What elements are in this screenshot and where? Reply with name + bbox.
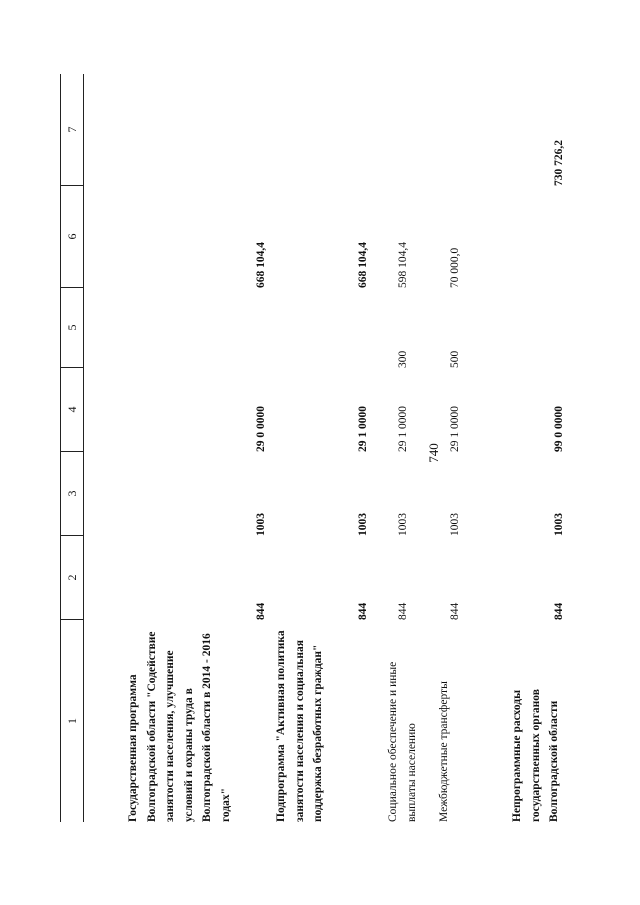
column-header-5: 5 — [60, 288, 84, 368]
column-3 — [60, 452, 590, 536]
row-2-c3: 1003 — [357, 513, 369, 536]
column-2 — [60, 536, 590, 620]
row-3-c5: 300 — [397, 350, 409, 368]
row-4-c6: 70 000,0 — [449, 247, 461, 288]
row-4-c5: 500 — [449, 350, 461, 368]
row-name-2: Подпрограмма "Активная политика занятости населения и социальная поддержка безработных граждан" — [275, 630, 324, 822]
row-3-c6: 598 104,4 — [397, 242, 409, 288]
row-2-c6: 668 104,4 — [357, 242, 369, 288]
column-header-6: 6 — [60, 186, 84, 288]
row-5-c7: 730 726,2 — [553, 140, 565, 186]
column-1 — [60, 620, 590, 822]
row-5-c3: 1003 — [553, 513, 565, 536]
column-header-2: 2 — [60, 536, 84, 620]
row-4-c3: 1003 — [449, 513, 461, 536]
column-6 — [60, 186, 590, 288]
column-header-1: 1 — [60, 620, 84, 822]
row-3-c4: 29 1 0000 — [397, 406, 409, 452]
row-name-4: Межбюджетные трансферты — [438, 681, 450, 822]
budget-table — [60, 70, 590, 822]
row-5-c2: 844 — [553, 602, 565, 620]
column-4 — [60, 368, 590, 452]
row-1-c3: 1003 — [255, 513, 267, 536]
row-1-c6: 668 104,4 — [255, 242, 267, 288]
column-header-7: 7 — [60, 74, 84, 186]
row-4-c2: 844 — [449, 602, 461, 620]
page-number: 740 — [426, 443, 441, 463]
row-5-c4: 99 0 0000 — [553, 406, 565, 452]
row-name-1: Государственная программа Волгоградской области "Содействие занятости населения, улучшение условий и охраны труда в Волгоградской области в 2014 - 2016 годах" — [127, 631, 232, 822]
row-1-c2: 844 — [255, 602, 267, 620]
column-header-3: 3 — [60, 452, 84, 536]
row-1-c4: 29 0 0000 — [255, 406, 267, 452]
column-7 — [60, 74, 590, 186]
row-2-c4: 29 1 0000 — [357, 406, 369, 452]
row-3-c3: 1003 — [397, 513, 409, 536]
column-header-4: 4 — [60, 368, 84, 452]
row-name-5: Непрограммные расходы государственных органов Волгоградской области — [511, 689, 560, 822]
row-name-3: Социальное обеспечение и иные выплаты населению — [387, 661, 418, 822]
row-2-c2: 844 — [357, 602, 369, 620]
row-4-c4: 29 1 0000 — [449, 406, 461, 452]
column-5 — [60, 288, 590, 368]
row-3-c2: 844 — [397, 602, 409, 620]
